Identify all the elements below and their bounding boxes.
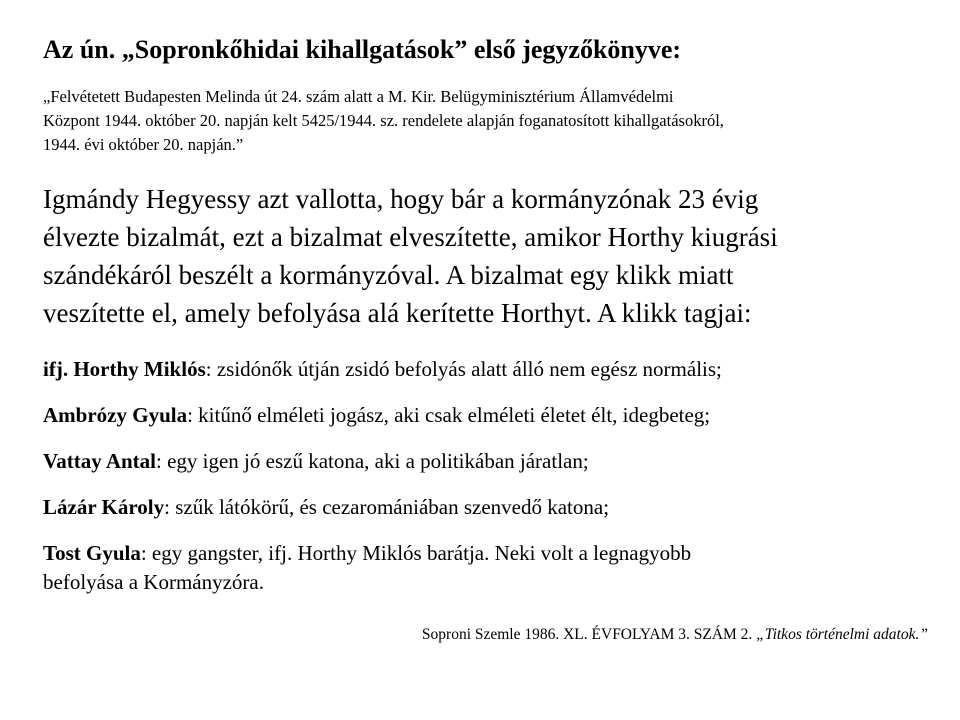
- intro-line: veszítette el, amely befolyása alá kerítette Horthyt. A klikk tagjai:: [43, 298, 752, 328]
- member-line: [43, 355, 923, 384]
- member-line: [43, 539, 923, 568]
- source-prefix: Soproni Szemle 1986. XL. ÉVFOLYAM 3. SZÁM 2.: [421, 626, 757, 643]
- quote-block: [43, 85, 931, 157]
- member-name: Vattay Antal: [43, 449, 156, 473]
- member-item: [43, 493, 923, 522]
- intro-line: Igmándy Hegyessy azt vallotta, hogy bár a kormányzónak 23 évig: [43, 184, 759, 214]
- source-title: „Titkos történelmi adatok.”: [756, 626, 928, 643]
- source-citation: [422, 624, 928, 646]
- member-description: : zsidónők útján zsidó befolyás alatt álló nem egész normális;: [205, 357, 722, 381]
- quote-line: „Felvétetett Budapesten Melinda út 24. szám alatt a M. Kir. Belügyminisztérium Államvédelmi: [43, 87, 674, 106]
- slide-title: Az ún. „Sopronkőhidai kihallgatások” első jegyzőkönyve:: [43, 35, 682, 64]
- quote-line: Központ 1944. október 20. napján kelt 5425/1944. sz. rendelete alapján foganatosított kihallgatásokról,: [43, 111, 724, 130]
- member-name: Lázár Károly: [43, 495, 165, 519]
- clique-members-list: [43, 355, 923, 614]
- member-description: : kitűnő elméleti jogász, aki csak elméleti életet élt, idegbeteg;: [187, 403, 711, 427]
- intro-line: szándékáról beszélt a kormányzóval. A bizalmat egy klikk miatt: [43, 260, 734, 290]
- member-name: ifj. Horthy Miklós: [43, 357, 206, 381]
- member-item: [43, 355, 923, 384]
- member-description: : egy igen jó eszű katona, aki a politikában járatlan;: [156, 449, 589, 473]
- member-line: [43, 493, 923, 522]
- member-description: : szűk látókörű, és cezaromániában szenvedő katona;: [164, 495, 610, 519]
- intro-line: élvezte bizalmát, ezt a bizalmat elveszítette, amikor Horthy kiugrási: [43, 222, 778, 252]
- member-item: [43, 539, 923, 597]
- member-name: Tost Gyula: [43, 541, 141, 565]
- intro-paragraph: [43, 180, 923, 332]
- member-item: [43, 401, 923, 430]
- member-line: [43, 401, 923, 430]
- member-item: [43, 447, 923, 476]
- member-line: [43, 447, 923, 476]
- member-name: Ambrózy Gyula: [43, 403, 188, 427]
- quote-line: 1944. évi október 20. napján.”: [43, 135, 244, 154]
- member-description: : egy gangster, ifj. Horthy Miklós barátja. Neki volt a legnagyobb: [140, 541, 692, 565]
- member-description-continued: befolyása a Kormányzóra.: [43, 570, 264, 594]
